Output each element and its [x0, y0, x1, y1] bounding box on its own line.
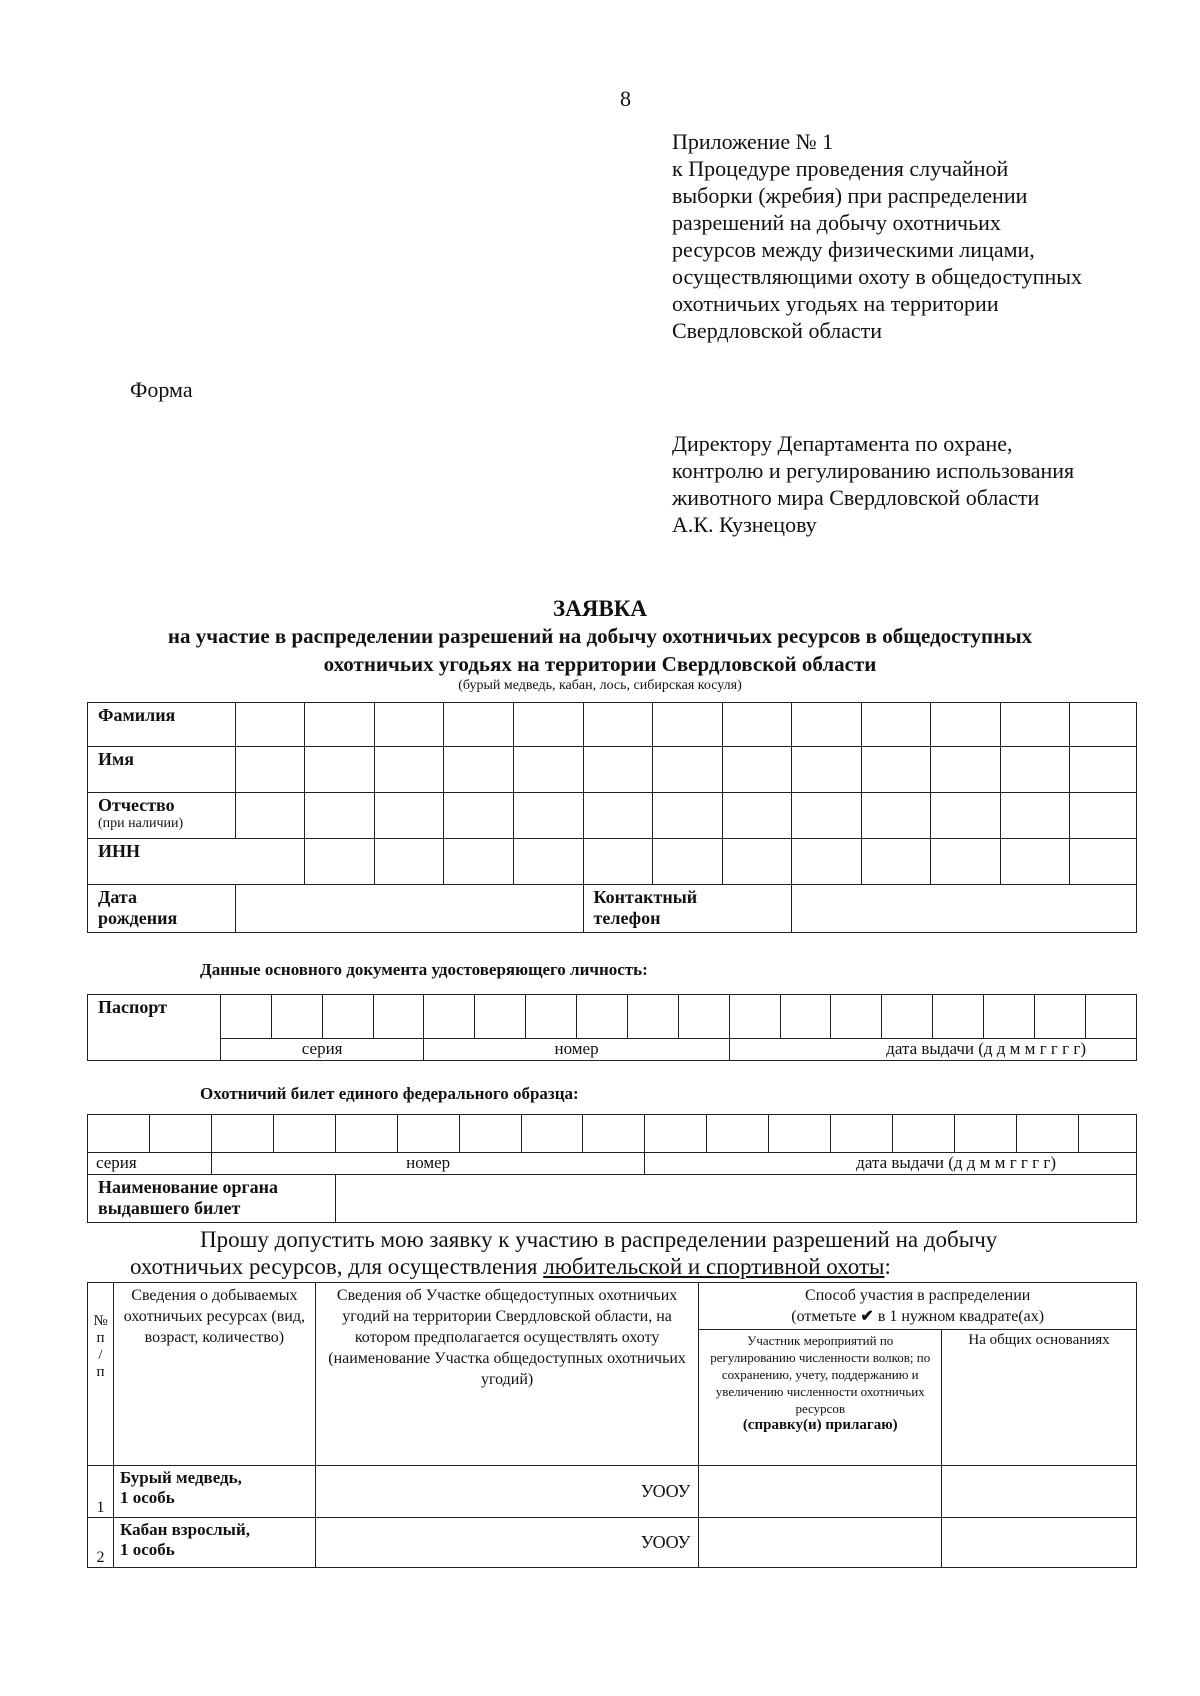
name-cell[interactable] — [861, 747, 931, 793]
row-number: 2 — [88, 1518, 114, 1568]
document-subtitle — [0, 622, 1200, 678]
patronymic-cell[interactable] — [305, 793, 375, 839]
patronymic-cell[interactable] — [235, 793, 305, 839]
name-cell[interactable] — [374, 747, 444, 793]
species-note: (бурый медведь, кабан, лось, сибирская косуля) — [458, 678, 742, 693]
ticket-number-cell[interactable] — [583, 1115, 645, 1153]
inn-cell[interactable] — [931, 839, 1001, 885]
passport-series-cell[interactable] — [220, 995, 271, 1039]
col-area-header: Сведения об Участке общедоступных охотничьих угодий на территории Свердловской области, на котором предполагается осуществлять охоту (наименование Участка общедоступных охотничьих угодий) — [315, 1283, 699, 1466]
name-cell[interactable] — [583, 747, 653, 793]
surname-cell[interactable] — [583, 703, 653, 747]
inn-cell[interactable] — [653, 839, 723, 885]
resource-line: 1 особь — [119, 1540, 175, 1559]
resource-line: Кабан взрослый, — [119, 1520, 250, 1539]
passport-date-cell[interactable] — [1035, 995, 1086, 1039]
birth-date-line: рождения — [98, 908, 178, 928]
row-number: 1 — [88, 1466, 114, 1518]
ticket-date-cell[interactable] — [707, 1115, 769, 1153]
appendix-line: выборки (жребия) при распределении — [672, 183, 1028, 208]
surname-label: Фамилия — [88, 703, 236, 747]
name-cell[interactable] — [1000, 747, 1070, 793]
name-cell[interactable] — [444, 747, 514, 793]
hunting-ticket-table — [87, 1114, 1137, 1223]
passport-number-caption: номер — [424, 1039, 729, 1061]
resource-line: 1 особь — [119, 1488, 175, 1507]
patronymic-cell[interactable] — [374, 793, 444, 839]
surname-cell[interactable] — [513, 703, 583, 747]
passport-number-cell[interactable] — [678, 995, 729, 1039]
ticket-number-cell[interactable] — [211, 1115, 273, 1153]
surname-cell[interactable] — [931, 703, 1001, 747]
phone-field[interactable] — [792, 885, 1137, 933]
passport-label: Паспорт — [88, 995, 221, 1061]
surname-cell[interactable] — [444, 703, 514, 747]
addressee-line: животного мира Свердловской области — [672, 485, 1040, 510]
appendix-title: Приложение № 1 — [672, 129, 834, 154]
surname-cell[interactable] — [792, 703, 862, 747]
patronymic-label — [88, 793, 236, 839]
ticket-date-cell[interactable] — [645, 1115, 707, 1153]
name-cell[interactable] — [722, 747, 792, 793]
passport-table — [87, 994, 1137, 1061]
id-doc-heading: Данные основного документа удостоверяющего личность: — [200, 960, 648, 979]
document-title: ЗАЯВКА — [553, 596, 647, 621]
ticket-number-cell[interactable] — [397, 1115, 459, 1153]
passport-number-cell[interactable] — [475, 995, 526, 1039]
surname-cell[interactable] — [1000, 703, 1070, 747]
ticket-series-caption: серия — [88, 1153, 212, 1175]
patronymic-cell[interactable] — [583, 793, 653, 839]
subtitle-line: на участие в распределении разрешений на добычу охотничьих ресурсов в общедоступных — [167, 624, 1033, 648]
surname-cell[interactable] — [653, 703, 723, 747]
patronymic-cell[interactable] — [1000, 793, 1070, 839]
general-checkbox[interactable] — [942, 1518, 1137, 1568]
patronymic-cell[interactable] — [444, 793, 514, 839]
passport-number-cell[interactable] — [424, 995, 475, 1039]
inn-cell[interactable] — [722, 839, 792, 885]
appendix-line: ресурсов между физическими лицами, — [672, 237, 1035, 262]
name-cell[interactable] — [235, 747, 305, 793]
patronymic-text: Отчество — [98, 795, 175, 815]
patronymic-cell[interactable] — [722, 793, 792, 839]
ticket-date-caption: дата выдачи (д д м м г г г г) — [645, 1153, 1137, 1175]
personal-data-table — [87, 702, 1137, 933]
passport-date-cell[interactable] — [882, 995, 933, 1039]
ticket-number-caption: номер — [211, 1153, 644, 1175]
inn-cell[interactable] — [513, 839, 583, 885]
ticket-series-cell[interactable] — [149, 1115, 211, 1153]
name-cell[interactable] — [931, 747, 1001, 793]
passport-date-cell[interactable] — [1085, 995, 1136, 1039]
inn-cell[interactable] — [792, 839, 862, 885]
patronymic-cell[interactable] — [653, 793, 723, 839]
name-cell[interactable] — [653, 747, 723, 793]
area-cell[interactable]: УООУ — [315, 1518, 699, 1568]
appendix-line: к Процедуре проведения случайной — [672, 156, 1009, 181]
passport-number-cell[interactable] — [526, 995, 577, 1039]
resource-cell — [113, 1466, 315, 1518]
request-paragraph — [130, 1226, 1130, 1280]
subtitle-line: охотничьих угодьях на территории Свердловской области — [323, 652, 877, 676]
appendix-line: Свердловской области — [672, 318, 882, 343]
ticket-number-cell[interactable] — [335, 1115, 397, 1153]
col-num-part: / — [98, 1347, 103, 1363]
patronymic-note: (при наличии) — [98, 816, 184, 831]
ticket-number-cell[interactable] — [273, 1115, 335, 1153]
col-num-part: п — [96, 1364, 105, 1380]
ticket-date-cell[interactable] — [1017, 1115, 1079, 1153]
inn-cell[interactable] — [1070, 839, 1137, 885]
passport-number-cell[interactable] — [627, 995, 678, 1039]
col-resource-header: Сведения о добываемых охотничьих ресурсах (вид, возраст, количество) — [113, 1283, 315, 1466]
resource-line: Бурый медведь, — [119, 1468, 242, 1487]
col-method-header — [699, 1283, 1137, 1330]
checkmark-icon: ✔ — [860, 1308, 874, 1325]
inn-label: ИНН — [88, 839, 305, 885]
participant-checkbox[interactable] — [699, 1466, 942, 1518]
passport-series-cell[interactable] — [373, 995, 424, 1039]
request-colon: : — [884, 1254, 891, 1279]
surname-cell[interactable] — [1070, 703, 1137, 747]
name-cell[interactable] — [305, 747, 375, 793]
passport-series-caption: серия — [220, 1039, 424, 1061]
inn-cell[interactable] — [305, 839, 375, 885]
surname-cell[interactable] — [861, 703, 931, 747]
passport-date-cell[interactable] — [729, 995, 780, 1039]
addressee-line: Директору Департамента по охране, — [672, 431, 1013, 456]
ticket-date-cell[interactable] — [831, 1115, 893, 1153]
page-number: 8 — [620, 86, 631, 111]
resource-table — [87, 1282, 1137, 1568]
phone-line: Контактный — [593, 887, 698, 907]
addressee-line: контролю и регулированию использования — [672, 458, 1075, 483]
area-cell[interactable]: УООУ — [315, 1466, 699, 1518]
appendix-block — [672, 128, 1152, 344]
method-note-text: в 1 нужном квадрате(ах) — [873, 1308, 1045, 1325]
ticket-number-cell[interactable] — [459, 1115, 521, 1153]
inn-cell[interactable] — [861, 839, 931, 885]
surname-cell[interactable] — [235, 703, 305, 747]
request-text: охотничьих ресурсов, для осуществления — [130, 1254, 544, 1279]
passport-date-caption: дата выдачи (д д м м г г г г) — [729, 1039, 1136, 1061]
col-method-title: Способ участия в распределении — [805, 1287, 1031, 1304]
patronymic-cell[interactable] — [861, 793, 931, 839]
participant-text: Участник мероприятий по регулированию численности волков; по сохранению, учету, поддержанию и увеличению численности охотничьих ресурсов — [710, 1333, 931, 1416]
passport-series-cell[interactable] — [271, 995, 322, 1039]
surname-cell[interactable] — [722, 703, 792, 747]
col-num-part: п — [96, 1330, 105, 1346]
hunting-ticket-heading: Охотничий билет единого федерального образца: — [200, 1084, 579, 1103]
addressee-block — [672, 430, 1152, 538]
ticket-date-cell[interactable] — [1078, 1115, 1136, 1153]
surname-cell[interactable] — [374, 703, 444, 747]
appendix-line: осуществляющими охоту в общедоступных — [672, 264, 1082, 289]
patronymic-cell[interactable] — [792, 793, 862, 839]
col-num-header — [88, 1283, 114, 1466]
request-line-2 — [130, 1253, 1130, 1280]
birth-date-line: Дата — [98, 887, 137, 907]
ticket-number-cell[interactable] — [521, 1115, 583, 1153]
surname-cell[interactable] — [305, 703, 375, 747]
appendix-line: охотничьих угодьях на территории — [672, 291, 999, 316]
inn-cell[interactable] — [374, 839, 444, 885]
passport-date-cell[interactable] — [831, 995, 882, 1039]
method-note-text: (отметьте — [791, 1308, 861, 1325]
ticket-date-cell[interactable] — [893, 1115, 955, 1153]
inn-cell[interactable] — [583, 839, 653, 885]
addressee-line: А.К. Кузнецову — [672, 512, 817, 537]
name-cell[interactable] — [792, 747, 862, 793]
name-cell[interactable] — [513, 747, 583, 793]
ticket-series-cell[interactable] — [88, 1115, 150, 1153]
inn-cell[interactable] — [1000, 839, 1070, 885]
request-line: Прошу допустить мою заявку к участию в распределении разрешений на добычу — [200, 1227, 998, 1252]
phone-label — [583, 885, 792, 933]
issuer-line: выдавшего билет — [98, 1198, 241, 1218]
participant-note: (справку(и) прилагаю) — [742, 1417, 898, 1433]
name-label: Имя — [88, 747, 236, 793]
issuer-line: Наименование органа — [98, 1177, 279, 1197]
form-label: Форма — [130, 377, 193, 402]
col-general-header: На общих основаниях — [942, 1330, 1137, 1466]
patronymic-cell[interactable] — [1070, 793, 1137, 839]
issuer-label — [88, 1175, 336, 1223]
resource-cell — [113, 1518, 315, 1568]
name-cell[interactable] — [1070, 747, 1137, 793]
participant-checkbox[interactable] — [699, 1518, 942, 1568]
col-num-part: № — [93, 1313, 108, 1329]
patronymic-cell[interactable] — [931, 793, 1001, 839]
birth-date-field[interactable] — [235, 885, 583, 933]
col-method-note — [703, 1306, 1132, 1327]
issuer-field[interactable] — [335, 1175, 1136, 1223]
passport-date-cell[interactable] — [780, 995, 831, 1039]
birth-date-label — [88, 885, 236, 933]
col-participant-header — [699, 1330, 942, 1466]
ticket-date-cell[interactable] — [955, 1115, 1017, 1153]
phone-line: телефон — [593, 908, 661, 928]
passport-date-cell[interactable] — [933, 995, 984, 1039]
passport-date-cell[interactable] — [984, 995, 1035, 1039]
ticket-date-cell[interactable] — [769, 1115, 831, 1153]
inn-cell[interactable] — [444, 839, 514, 885]
passport-number-cell[interactable] — [577, 995, 628, 1039]
hunt-type: любительской и спортивной охоты — [543, 1254, 885, 1279]
general-checkbox[interactable] — [942, 1466, 1137, 1518]
appendix-line: разрешений на добычу охотничьих — [672, 210, 1001, 235]
passport-series-cell[interactable] — [322, 995, 373, 1039]
patronymic-cell[interactable] — [513, 793, 583, 839]
